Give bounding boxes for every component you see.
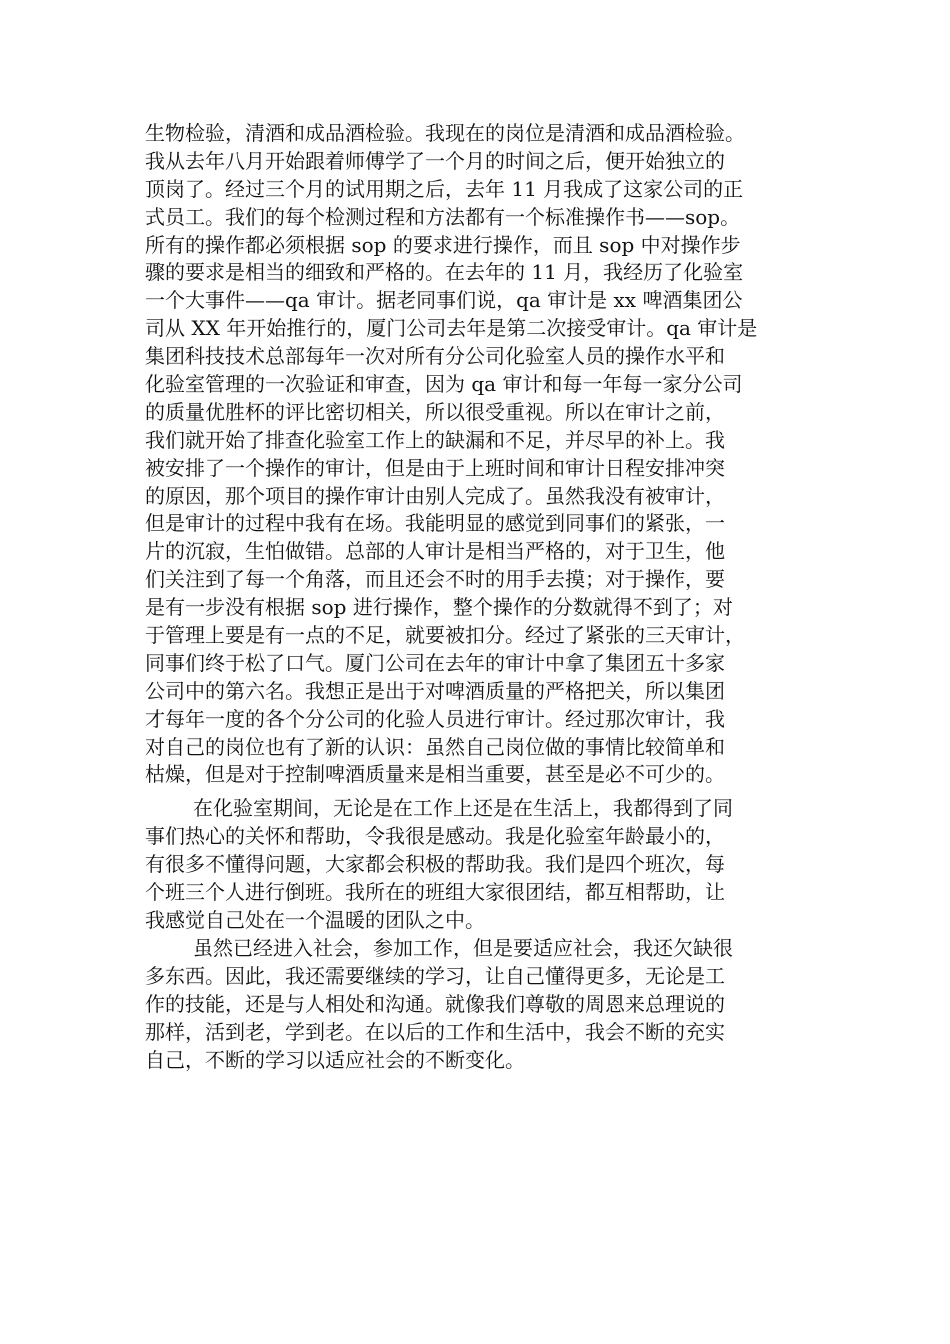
text-line: 们关注到了每一个角落，而且还会不时的用手去摸；对于操作，要	[145, 567, 725, 592]
text-line: 于管理上要是有一点的不足，就要被扣分。经过了紧张的三天审计，	[145, 623, 745, 648]
text-line: 骤的要求是相当的细致和严格的。在去年的 11 月，我经历了化验室	[145, 260, 744, 285]
text-line: 那样，活到老，学到老。在以后的工作和生活中，我会不断的充实	[145, 1019, 725, 1044]
text-line: 集团科技技术总部每年一次对所有分公司化验室人员的操作水平和	[145, 344, 725, 369]
text-line: 的质量优胜杯的评比密切相关，所以很受重视。所以在审计之前，	[145, 399, 725, 424]
text-line: 作的技能，还是与人相处和沟通。就像我们尊敬的周恩来总理说的	[145, 991, 725, 1016]
text-line: 事们热心的关怀和帮助，令我很是感动。我是化验室年龄最小的，	[145, 823, 725, 848]
text-line: 顶岗了。经过三个月的试用期之后，去年 11 月我成了这家公司的正	[145, 176, 744, 201]
text-line: 的原因，那个项目的操作审计由别人完成了。虽然我没有被审计，	[145, 483, 725, 508]
paragraph-continued-learning	[145, 935, 810, 1074]
text-line: 生物检验，清酒和成品酒检验。我现在的岗位是清酒和成品酒检验。	[145, 121, 745, 145]
text-line: 但是审计的过程中我有在场。我能明显的感觉到同事们的紧张，一	[145, 511, 725, 536]
text-line: 才每年一度的各个分公司的化验人员进行审计。经过那次审计，我	[145, 706, 725, 731]
text-line: 片的沉寂，生怕做错。总部的人审计是相当严格的，对于卫生，他	[145, 539, 725, 564]
text-line: 虽然已经进入社会，参加工作，但是要适应社会，我还欠缺很	[193, 936, 733, 960]
text-line: 所有的操作都必须根据 sop 的要求进行操作，而且 sop 中对操作步	[145, 232, 741, 257]
text-line: 枯燥，但是对于控制啤酒质量来是相当重要，甚至是必不可少的。	[145, 762, 725, 787]
text-line: 有很多不懂得问题，大家都会积极的帮助我。我们是四个班次，每	[145, 851, 725, 876]
text-line: 是有一步没有根据 sop 进行操作，整个操作的分数就得不到了；对	[145, 595, 733, 620]
text-line: 多东西。因此，我还需要继续的学习，让自己懂得更多，无论是工	[145, 963, 725, 988]
text-line: 化验室管理的一次验证和审查，因为 qa 审计和每一年每一家分公司	[145, 372, 743, 397]
text-line: 我们就开始了排查化验室工作上的缺漏和不足，并尽早的补上。我	[145, 427, 725, 452]
text-line: 公司中的第六名。我想正是出于对啤酒质量的严格把关，所以集团	[145, 678, 725, 703]
text-line: 我感觉自己处在一个温暖的团队之中。	[145, 907, 485, 932]
text-line: 在化验室期间，无论是在工作上还是在生活上，我都得到了同	[193, 796, 733, 820]
text-line: 被安排了一个操作的审计，但是由于上班时间和审计日程安排冲突	[145, 455, 725, 480]
paragraph-lab-work-and-qa-audit	[145, 120, 810, 789]
text-line: 对自己的岗位也有了新的认识：虽然自己岗位做的事情比较简单和	[145, 734, 725, 759]
text-line: 一个大事件——qa 审计。据老同事们说，qa 审计是 xx 啤酒集团公	[145, 288, 743, 313]
text-line: 司从 XX 年开始推行的，厦门公司去年是第二次接受审计。qa 审计是	[145, 316, 758, 341]
paragraph-colleagues-help	[145, 795, 810, 934]
text-line: 个班三个人进行倒班。我所在的班组大家很团结，都互相帮助，让	[145, 879, 725, 904]
text-line: 自己，不断的学习以适应社会的不断变化。	[145, 1047, 525, 1072]
text-line: 同事们终于松了口气。厦门公司在去年的审计中拿了集团五十多家	[145, 650, 725, 675]
text-line: 我从去年八月开始跟着师傅学了一个月的时间之后，便开始独立的	[145, 148, 725, 173]
text-line: 式员工。我们的每个检测过程和方法都有一个标准操作书——sop。	[145, 204, 741, 229]
